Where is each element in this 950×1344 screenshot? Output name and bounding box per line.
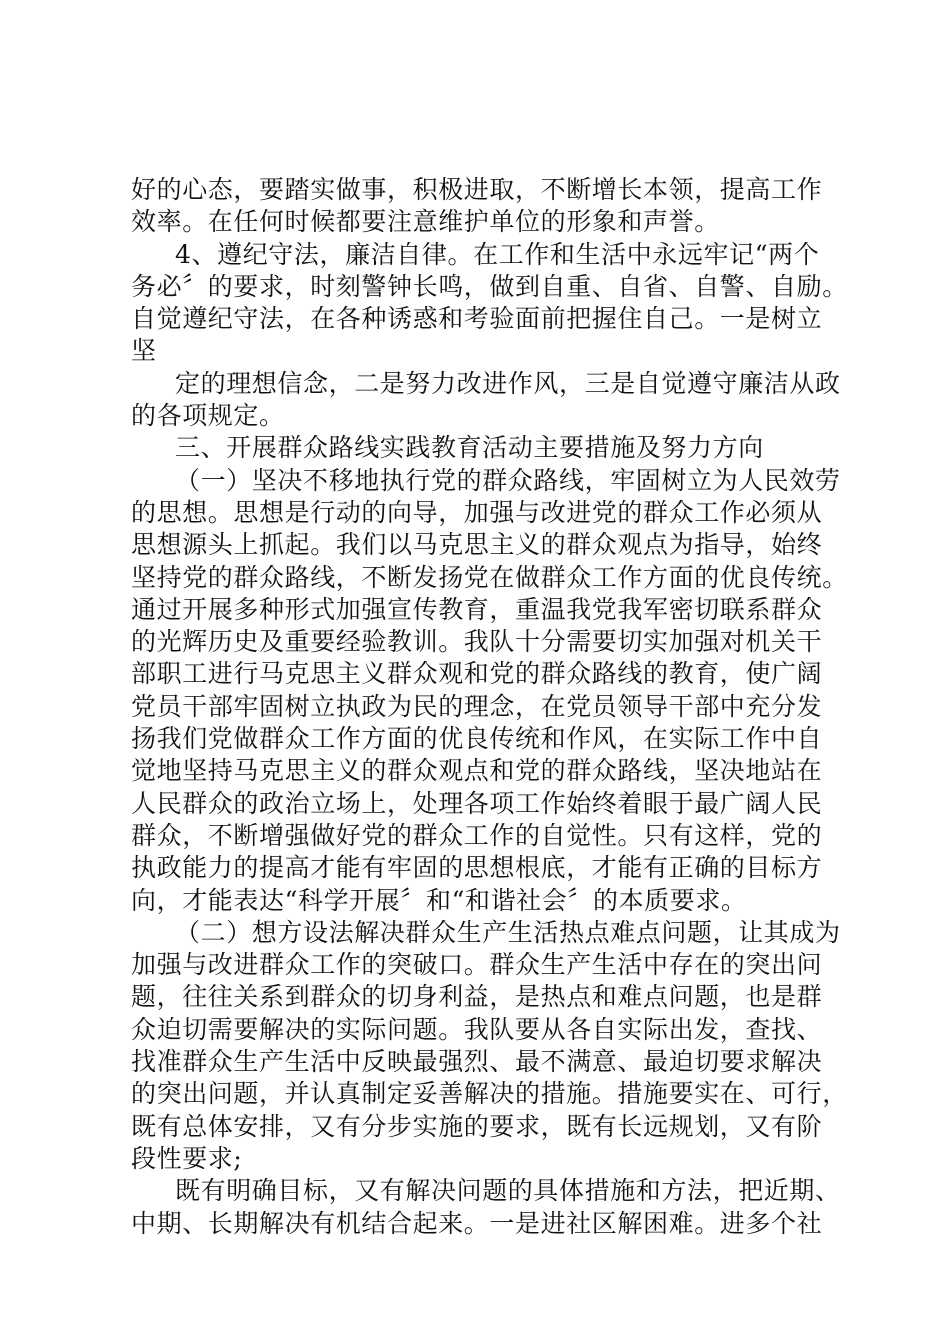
text-line: 坚	[131, 336, 157, 366]
document-body	[131, 174, 848, 1240]
text-line: 党员干部牢固树立执政为民的理念，在党员领导干部中充分发	[131, 691, 823, 721]
section-heading: 三、开展群众路线实践教育活动主要措施及努力方向	[175, 433, 764, 463]
paragraph-start-line: 定的理想信念，二是努力改进作风，三是自觉遵守廉洁从政	[175, 368, 841, 398]
text-line: 题，往往关系到群众的切身利益，是热点和难点问题，也是群	[131, 982, 823, 1012]
text-line: 觉地坚持马克思主义的群众观点和党的群众路线，坚决地站在	[131, 756, 823, 786]
text-line: 的各项规定。	[131, 401, 285, 431]
text-line: 坚持党的群众路线，不断发扬党在做群众工作方面的优良传统。	[131, 562, 848, 592]
text-line: 好的心态，要踏实做事，积极进取，不断增长本领，提高工作	[131, 175, 823, 204]
text-line: 加强与改进群众工作的突破口。群众生产生活中存在的突出问	[131, 950, 823, 980]
paragraph-start-line: 4、遵纪守法，廉洁自律。在工作和生活中永远牢记“两个	[175, 239, 820, 269]
text-line: 既有总体安排，又有分步实施的要求，既有长远规划，又有阶	[131, 1111, 823, 1141]
text-line: 务必〞的要求，时刻警钟长鸣，做到自重、自省、自警、自励。	[131, 271, 848, 301]
text-line: 通过开展多种形式加强宣传教育，重温我党我军密切联系群众	[131, 594, 823, 624]
text-line: 的思想。思想是行动的向导，加强与改进党的群众工作必须从	[131, 497, 823, 527]
paragraph-start-line: （二）想方设法解决群众生产生活热点难点问题，让其成为	[175, 917, 841, 947]
text-line: 思想源头上抓起。我们以马克思主义的群众观点为指导，始终	[131, 530, 823, 560]
text-line: 众迫切需要解决的实际问题。我队要从各自实际出发，查找、	[131, 1014, 823, 1044]
text-line: 中期、长期解决有机结合起来。一是进社区解困难。进多个社	[131, 1208, 823, 1238]
text-line: 找准群众生产生活中反映最强烈、最不满意、最迫切要求解决	[131, 1047, 823, 1077]
paragraph-start-line: （一）坚决不移地执行党的群众路线，牢固树立为人民效劳	[175, 465, 841, 495]
text-line: 群众，不断增强做好党的群众工作的自觉性。只有这样，党的	[131, 820, 823, 850]
text-line: 段性要求;	[131, 1143, 243, 1173]
text-line: 向，才能表达“科学开展〞和“和谐社会〞的本质要求。	[131, 885, 747, 915]
text-line: 的突出问题，并认真制定妥善解决的措施。措施要实在、可行，	[131, 1079, 848, 1109]
text-line: 的光辉历史及重要经验教训。我队十分需要切实加强对机关干	[131, 627, 823, 657]
text-line: 扬我们党做群众工作方面的优良传统和作风，在实际工作中自	[131, 724, 823, 754]
text-line: 执政能力的提高才能有牢固的思想根底，才能有正确的目标方	[131, 853, 823, 883]
text-line: 人民群众的政治立场上，处理各项工作始终着眼于最广阔人民	[131, 788, 823, 818]
text-line: 效率。在任何时候都要注意维护单位的形象和声誉。	[131, 207, 720, 237]
paragraph-start-line: 既有明确目标，又有解决问题的具体措施和方法，把近期、	[175, 1176, 841, 1206]
text-line: 自觉遵纪守法，在各种诱惑和考验面前把握住自己。一是树立	[131, 304, 823, 334]
text-line: 部职工进行马克思主义群众观和党的群众路线的教育，使广阔	[131, 659, 823, 689]
